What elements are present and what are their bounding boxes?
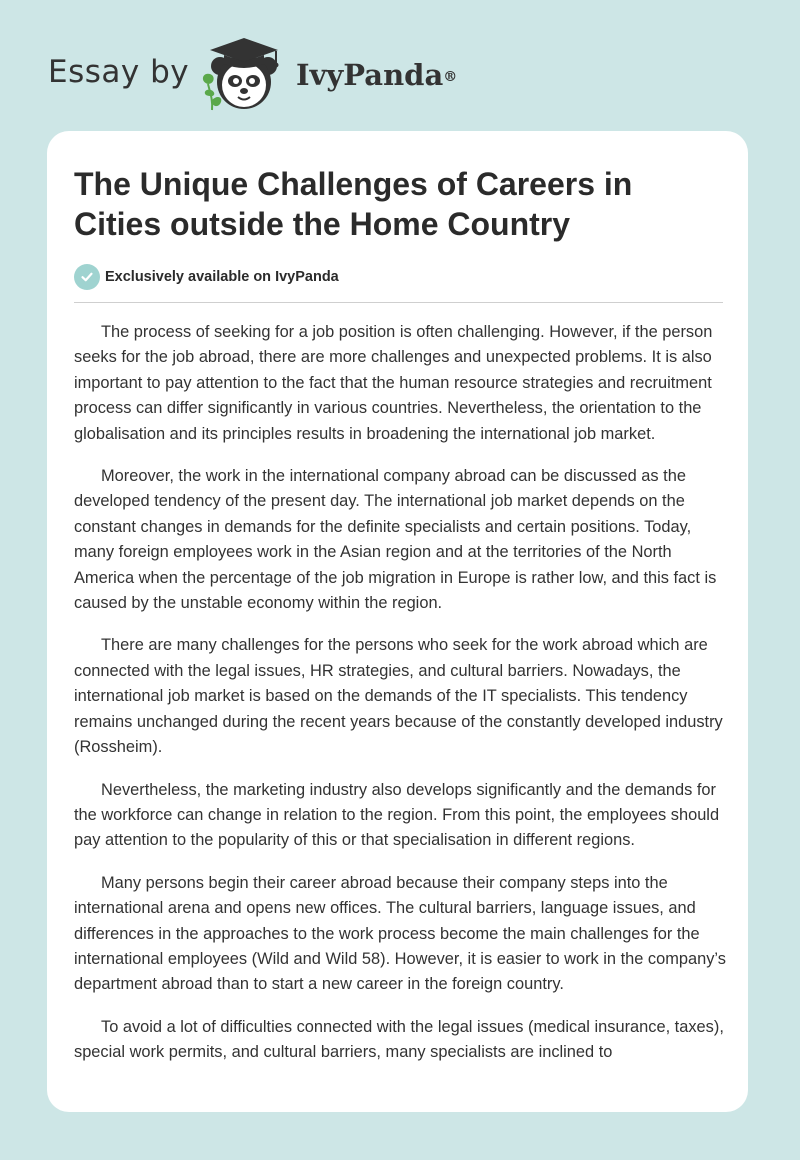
essay-body (74, 320, 726, 1083)
paragraph: There are many challenges for the persons who seek for the work abroad which are connected with the legal issues, HR strategies, and cultural barriers. Nowadays, the international job market is based on the demands of the IT specialists. This tendency remains unchanged during the recent years because of the constantly developed industry (Rossheim). (74, 636, 723, 757)
site-header (0, 0, 800, 120)
check-icon (74, 264, 100, 290)
essay-title: The Unique Challenges of Careers in Cities outside the Home Country (74, 166, 633, 242)
brand-text: IvyPanda (296, 58, 444, 92)
title-divider (74, 302, 723, 303)
paragraph: Many persons begin their career abroad because their company steps into the international arena and opens new offices. The cultural barriers, language issues, and differences in the approaches to the work process become the main challenges for the international employees (Wild and Wild 58). However, it is easier to work in the company’s department abroad than to start a new career in the foreign country. (74, 873, 726, 994)
essay-by-label: Essay by (48, 54, 190, 90)
exclusive-badge-label: Exclusively available on IvyPanda (105, 269, 339, 285)
essay-card (47, 131, 748, 1112)
paragraph: Moreover, the work in the international company abroad can be discussed as the developed tendency of the present day. The international job market depends on the constant changes in demands for the definite specialists and certain positions. Today, many foreign employees work in the Asian region and at the territories of the North America when the percentage of the job migration in Europe is rather low, and this fact is caused by the unstable economy within the region. (74, 467, 717, 613)
paragraph: The process of seeking for a job position is often challenging. However, if the person seeks for the job abroad, there are more challenges and unexpected problems. It is also important to pay attention to the fact that the human resource strategies and recruitment process can differ significantly in various countries. Nevertheless, the orientation to the globalisation and its principles results in broadening the international job market. (74, 323, 713, 443)
paragraph: To avoid a lot of difficulties connected with the legal issues (medical insurance, taxes), special work permits, and cultural barriers, many specialists are inclined to (74, 1017, 724, 1062)
paragraph: Nevertheless, the marketing industry also develops significantly and the demands for the workforce can change in relation to the region. From this point, the employees should pay attention to the popularity of this or that specialisation in different regions. (74, 780, 720, 850)
brand-name[interactable] (296, 56, 457, 94)
ivypanda-logo[interactable] (196, 36, 292, 112)
registered-mark: ® (443, 69, 458, 85)
exclusive-badge (74, 264, 339, 290)
